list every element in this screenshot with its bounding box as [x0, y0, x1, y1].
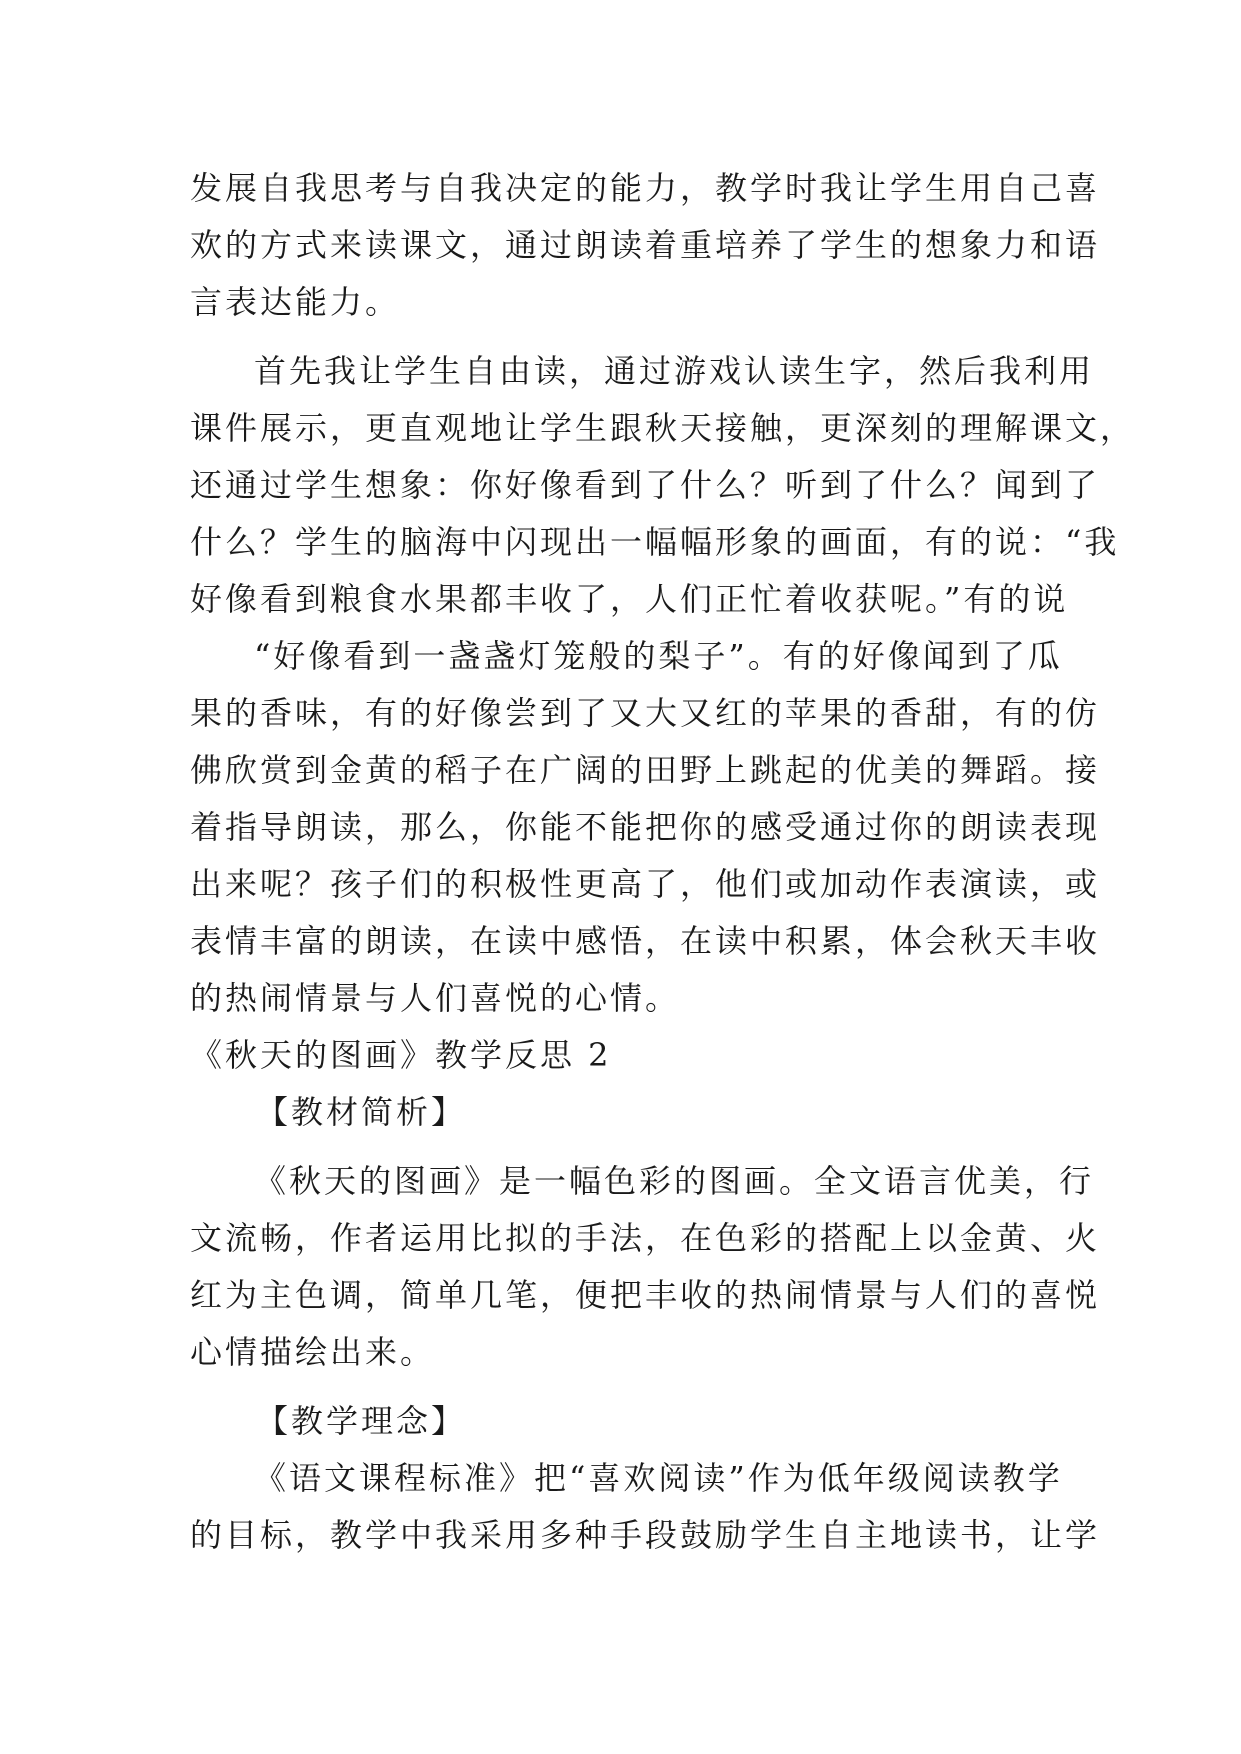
- text-line: 好像看到粮食水果都丰收了，人们正忙着收获呢。”有的说: [190, 580, 1069, 618]
- text-line: 言表达能力。: [190, 283, 401, 321]
- paragraph: [190, 628, 1101, 1027]
- text-line: 红为主色调，简单几笔，便把丰收的热闹情景与人们的喜悦: [190, 1276, 1101, 1314]
- text-line: 着指导朗读，那么，你能不能把你的感受通过你的朗读表现: [190, 808, 1101, 846]
- text-line: 表情丰富的朗读，在读中感悟，在读中积累，体会秋天丰收: [190, 922, 1101, 960]
- text-line: 什么？学生的脑海中闪现出一幅幅形象的画面，有的说：“我: [190, 523, 1120, 561]
- subheading: [190, 1393, 1050, 1450]
- text-line: 的热闹情景与人们喜悦的心情。: [190, 979, 681, 1017]
- paragraph: [190, 1153, 1101, 1381]
- text-line: “好像看到一盏盏灯笼般的梨子”。有的好像闻到了瓜: [254, 637, 1063, 675]
- heading-text: 【教学理念】: [256, 1402, 467, 1440]
- text-line: 课件展示，更直观地让学生跟秋天接触，更深刻的理解课文，: [190, 409, 1136, 447]
- text-line: 果的香味，有的好像尝到了又大又红的苹果的香甜，有的仿: [190, 694, 1101, 732]
- section-title: 《秋天的图画》教学反思 2: [190, 1036, 612, 1074]
- text-line: 心情描绘出来。: [190, 1333, 436, 1371]
- text-line: 文流畅，作者运用比拟的手法，在色彩的搭配上以金黄、火: [190, 1219, 1101, 1257]
- heading-text: 【教材简析】: [256, 1093, 467, 1131]
- text-line: 《秋天的图画》是一幅色彩的图画。全文语言优美，行: [254, 1162, 1095, 1200]
- text-line: 的目标，教学中我采用多种手段鼓励学生自主地读书，让学: [190, 1516, 1101, 1554]
- paragraph: [190, 343, 1136, 628]
- subheading: [190, 1084, 1050, 1141]
- text-line: 首先我让学生自由读，通过游戏认读生字，然后我利用: [254, 352, 1095, 390]
- text-line: 欢的方式来读课文，通过朗读着重培养了学生的想象力和语: [190, 226, 1101, 264]
- text-line: 还通过学生想象：你好像看到了什么？听到了什么？闻到了: [190, 466, 1101, 504]
- paragraph: [190, 160, 1101, 331]
- paragraph: [190, 1450, 1101, 1564]
- text-line: 《语文课程标准》把“喜欢阅读”作为低年级阅读教学: [254, 1459, 1063, 1497]
- document-body: [190, 160, 1136, 1564]
- text-line: 发展自我思考与自我决定的能力，教学时我让学生用自己喜: [190, 169, 1101, 207]
- text-line: 出来呢？孩子们的积极性更高了，他们或加动作表演读，或: [190, 865, 1101, 903]
- text-line: 佛欣赏到金黄的稻子在广阔的田野上跳起的优美的舞蹈。接: [190, 751, 1101, 789]
